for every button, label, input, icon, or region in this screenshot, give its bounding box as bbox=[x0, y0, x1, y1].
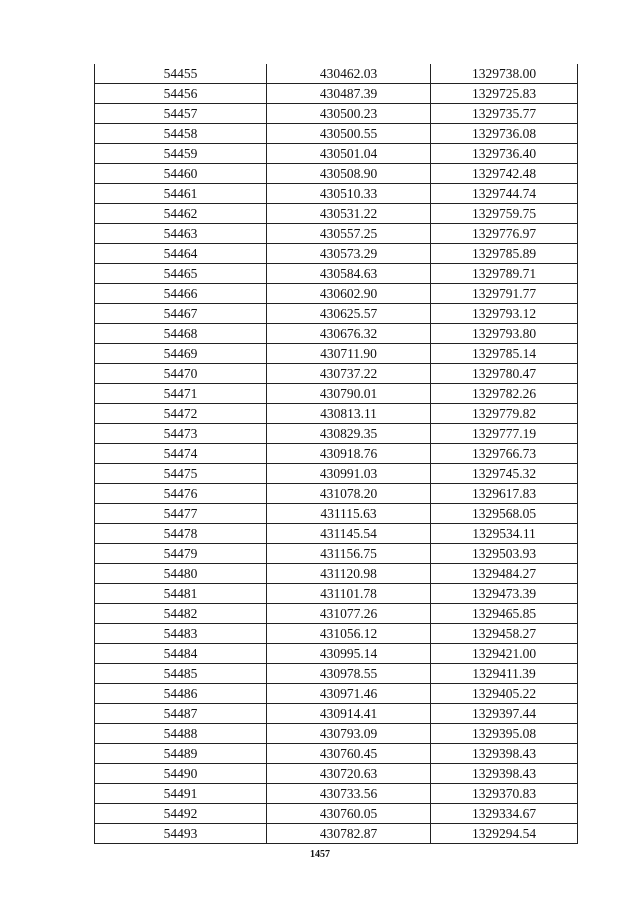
y-coordinate-cell: 1329465.85 bbox=[431, 604, 578, 624]
table-row bbox=[95, 404, 578, 424]
point-id-cell: 54490 bbox=[95, 764, 267, 784]
y-coordinate-cell: 1329779.82 bbox=[431, 404, 578, 424]
table-row bbox=[95, 644, 578, 664]
point-id-cell: 54461 bbox=[95, 184, 267, 204]
point-id-cell: 54456 bbox=[95, 84, 267, 104]
x-coordinate-cell: 431156.75 bbox=[267, 544, 431, 564]
point-id-cell: 54466 bbox=[95, 284, 267, 304]
x-coordinate-cell: 430584.63 bbox=[267, 264, 431, 284]
table-row bbox=[95, 164, 578, 184]
table-row bbox=[95, 484, 578, 504]
x-coordinate-cell: 431077.26 bbox=[267, 604, 431, 624]
y-coordinate-cell: 1329777.19 bbox=[431, 424, 578, 444]
point-id-cell: 54487 bbox=[95, 704, 267, 724]
y-coordinate-cell: 1329398.43 bbox=[431, 764, 578, 784]
y-coordinate-cell: 1329793.80 bbox=[431, 324, 578, 344]
y-coordinate-cell: 1329791.77 bbox=[431, 284, 578, 304]
point-id-cell: 54492 bbox=[95, 804, 267, 824]
table-row bbox=[95, 424, 578, 444]
point-id-cell: 54457 bbox=[95, 104, 267, 124]
table-row bbox=[95, 184, 578, 204]
x-coordinate-cell: 431120.98 bbox=[267, 564, 431, 584]
y-coordinate-cell: 1329776.97 bbox=[431, 224, 578, 244]
point-id-cell: 54482 bbox=[95, 604, 267, 624]
y-coordinate-cell: 1329736.08 bbox=[431, 124, 578, 144]
y-coordinate-cell: 1329782.26 bbox=[431, 384, 578, 404]
point-id-cell: 54469 bbox=[95, 344, 267, 364]
point-id-cell: 54479 bbox=[95, 544, 267, 564]
y-coordinate-cell: 1329735.77 bbox=[431, 104, 578, 124]
y-coordinate-cell: 1329395.08 bbox=[431, 724, 578, 744]
x-coordinate-cell: 430790.01 bbox=[267, 384, 431, 404]
x-coordinate-cell: 430793.09 bbox=[267, 724, 431, 744]
table-row bbox=[95, 144, 578, 164]
point-id-cell: 54460 bbox=[95, 164, 267, 184]
y-coordinate-cell: 1329411.39 bbox=[431, 664, 578, 684]
x-coordinate-cell: 430501.04 bbox=[267, 144, 431, 164]
x-coordinate-cell: 430573.29 bbox=[267, 244, 431, 264]
x-coordinate-cell: 430508.90 bbox=[267, 164, 431, 184]
point-id-cell: 54472 bbox=[95, 404, 267, 424]
point-id-cell: 54467 bbox=[95, 304, 267, 324]
x-coordinate-cell: 430676.32 bbox=[267, 324, 431, 344]
y-coordinate-cell: 1329397.44 bbox=[431, 704, 578, 724]
table-row bbox=[95, 764, 578, 784]
x-coordinate-cell: 430602.90 bbox=[267, 284, 431, 304]
point-id-cell: 54483 bbox=[95, 624, 267, 644]
y-coordinate-cell: 1329744.74 bbox=[431, 184, 578, 204]
table-row bbox=[95, 304, 578, 324]
y-coordinate-cell: 1329458.27 bbox=[431, 624, 578, 644]
x-coordinate-cell: 430813.11 bbox=[267, 404, 431, 424]
y-coordinate-cell: 1329398.43 bbox=[431, 744, 578, 764]
x-coordinate-cell: 430500.23 bbox=[267, 104, 431, 124]
point-id-cell: 54489 bbox=[95, 744, 267, 764]
y-coordinate-cell: 1329785.14 bbox=[431, 344, 578, 364]
point-id-cell: 54463 bbox=[95, 224, 267, 244]
y-coordinate-cell: 1329617.83 bbox=[431, 484, 578, 504]
point-id-cell: 54476 bbox=[95, 484, 267, 504]
y-coordinate-cell: 1329725.83 bbox=[431, 84, 578, 104]
table-row bbox=[95, 464, 578, 484]
y-coordinate-cell: 1329473.39 bbox=[431, 584, 578, 604]
y-coordinate-cell: 1329766.73 bbox=[431, 444, 578, 464]
x-coordinate-cell: 430557.25 bbox=[267, 224, 431, 244]
table-row bbox=[95, 724, 578, 744]
x-coordinate-cell: 430971.46 bbox=[267, 684, 431, 704]
x-coordinate-cell: 431101.78 bbox=[267, 584, 431, 604]
x-coordinate-cell: 430918.76 bbox=[267, 444, 431, 464]
x-coordinate-cell: 430829.35 bbox=[267, 424, 431, 444]
x-coordinate-cell: 430978.55 bbox=[267, 664, 431, 684]
point-id-cell: 54459 bbox=[95, 144, 267, 164]
table-row bbox=[95, 244, 578, 264]
x-coordinate-cell: 430991.03 bbox=[267, 464, 431, 484]
y-coordinate-cell: 1329405.22 bbox=[431, 684, 578, 704]
table-row bbox=[95, 84, 578, 104]
table-row bbox=[95, 744, 578, 764]
point-id-cell: 54470 bbox=[95, 364, 267, 384]
x-coordinate-cell: 430711.90 bbox=[267, 344, 431, 364]
x-coordinate-cell: 430487.39 bbox=[267, 84, 431, 104]
point-id-cell: 54491 bbox=[95, 784, 267, 804]
point-id-cell: 54464 bbox=[95, 244, 267, 264]
point-id-cell: 54462 bbox=[95, 204, 267, 224]
table-row bbox=[95, 284, 578, 304]
y-coordinate-cell: 1329503.93 bbox=[431, 544, 578, 564]
table-row bbox=[95, 544, 578, 564]
x-coordinate-cell: 431145.54 bbox=[267, 524, 431, 544]
point-id-cell: 54481 bbox=[95, 584, 267, 604]
table-row bbox=[95, 384, 578, 404]
x-coordinate-cell: 431078.20 bbox=[267, 484, 431, 504]
point-id-cell: 54475 bbox=[95, 464, 267, 484]
table-row bbox=[95, 264, 578, 284]
y-coordinate-cell: 1329785.89 bbox=[431, 244, 578, 264]
table-row bbox=[95, 344, 578, 364]
table-row bbox=[95, 64, 578, 84]
point-id-cell: 54478 bbox=[95, 524, 267, 544]
coordinates-table-body bbox=[95, 64, 578, 844]
y-coordinate-cell: 1329759.75 bbox=[431, 204, 578, 224]
point-id-cell: 54455 bbox=[95, 64, 267, 84]
point-id-cell: 54493 bbox=[95, 824, 267, 844]
table-row bbox=[95, 584, 578, 604]
point-id-cell: 54473 bbox=[95, 424, 267, 444]
table-row bbox=[95, 704, 578, 724]
table-row bbox=[95, 364, 578, 384]
point-id-cell: 54485 bbox=[95, 664, 267, 684]
table-row bbox=[95, 204, 578, 224]
y-coordinate-cell: 1329793.12 bbox=[431, 304, 578, 324]
point-id-cell: 54468 bbox=[95, 324, 267, 344]
table-row bbox=[95, 444, 578, 464]
x-coordinate-cell: 430720.63 bbox=[267, 764, 431, 784]
y-coordinate-cell: 1329568.05 bbox=[431, 504, 578, 524]
y-coordinate-cell: 1329745.32 bbox=[431, 464, 578, 484]
point-id-cell: 54465 bbox=[95, 264, 267, 284]
x-coordinate-cell: 430500.55 bbox=[267, 124, 431, 144]
x-coordinate-cell: 430914.41 bbox=[267, 704, 431, 724]
x-coordinate-cell: 430733.56 bbox=[267, 784, 431, 804]
y-coordinate-cell: 1329534.11 bbox=[431, 524, 578, 544]
x-coordinate-cell: 430760.45 bbox=[267, 744, 431, 764]
y-coordinate-cell: 1329370.83 bbox=[431, 784, 578, 804]
point-id-cell: 54474 bbox=[95, 444, 267, 464]
table-row bbox=[95, 124, 578, 144]
table-row bbox=[95, 224, 578, 244]
x-coordinate-cell: 430737.22 bbox=[267, 364, 431, 384]
table-row bbox=[95, 564, 578, 584]
point-id-cell: 54458 bbox=[95, 124, 267, 144]
x-coordinate-cell: 430760.05 bbox=[267, 804, 431, 824]
table-row bbox=[95, 804, 578, 824]
point-id-cell: 54484 bbox=[95, 644, 267, 664]
y-coordinate-cell: 1329742.48 bbox=[431, 164, 578, 184]
y-coordinate-cell: 1329738.00 bbox=[431, 64, 578, 84]
y-coordinate-cell: 1329780.47 bbox=[431, 364, 578, 384]
table-row bbox=[95, 104, 578, 124]
y-coordinate-cell: 1329334.67 bbox=[431, 804, 578, 824]
x-coordinate-cell: 431056.12 bbox=[267, 624, 431, 644]
y-coordinate-cell: 1329736.40 bbox=[431, 144, 578, 164]
table-row bbox=[95, 604, 578, 624]
page-number: 1457 bbox=[310, 849, 330, 860]
table-row bbox=[95, 504, 578, 524]
x-coordinate-cell: 430462.03 bbox=[267, 64, 431, 84]
x-coordinate-cell: 431115.63 bbox=[267, 504, 431, 524]
x-coordinate-cell: 430782.87 bbox=[267, 824, 431, 844]
y-coordinate-cell: 1329789.71 bbox=[431, 264, 578, 284]
y-coordinate-cell: 1329294.54 bbox=[431, 824, 578, 844]
x-coordinate-cell: 430625.57 bbox=[267, 304, 431, 324]
y-coordinate-cell: 1329421.00 bbox=[431, 644, 578, 664]
point-id-cell: 54486 bbox=[95, 684, 267, 704]
table-row bbox=[95, 824, 578, 844]
point-id-cell: 54480 bbox=[95, 564, 267, 584]
table-row bbox=[95, 524, 578, 544]
x-coordinate-cell: 430995.14 bbox=[267, 644, 431, 664]
table-row bbox=[95, 784, 578, 804]
table-row bbox=[95, 684, 578, 704]
table-row bbox=[95, 664, 578, 684]
point-id-cell: 54471 bbox=[95, 384, 267, 404]
y-coordinate-cell: 1329484.27 bbox=[431, 564, 578, 584]
point-id-cell: 54488 bbox=[95, 724, 267, 744]
x-coordinate-cell: 430531.22 bbox=[267, 204, 431, 224]
point-id-cell: 54477 bbox=[95, 504, 267, 524]
x-coordinate-cell: 430510.33 bbox=[267, 184, 431, 204]
coordinates-table bbox=[94, 64, 578, 844]
table-row bbox=[95, 324, 578, 344]
table-row bbox=[95, 624, 578, 644]
